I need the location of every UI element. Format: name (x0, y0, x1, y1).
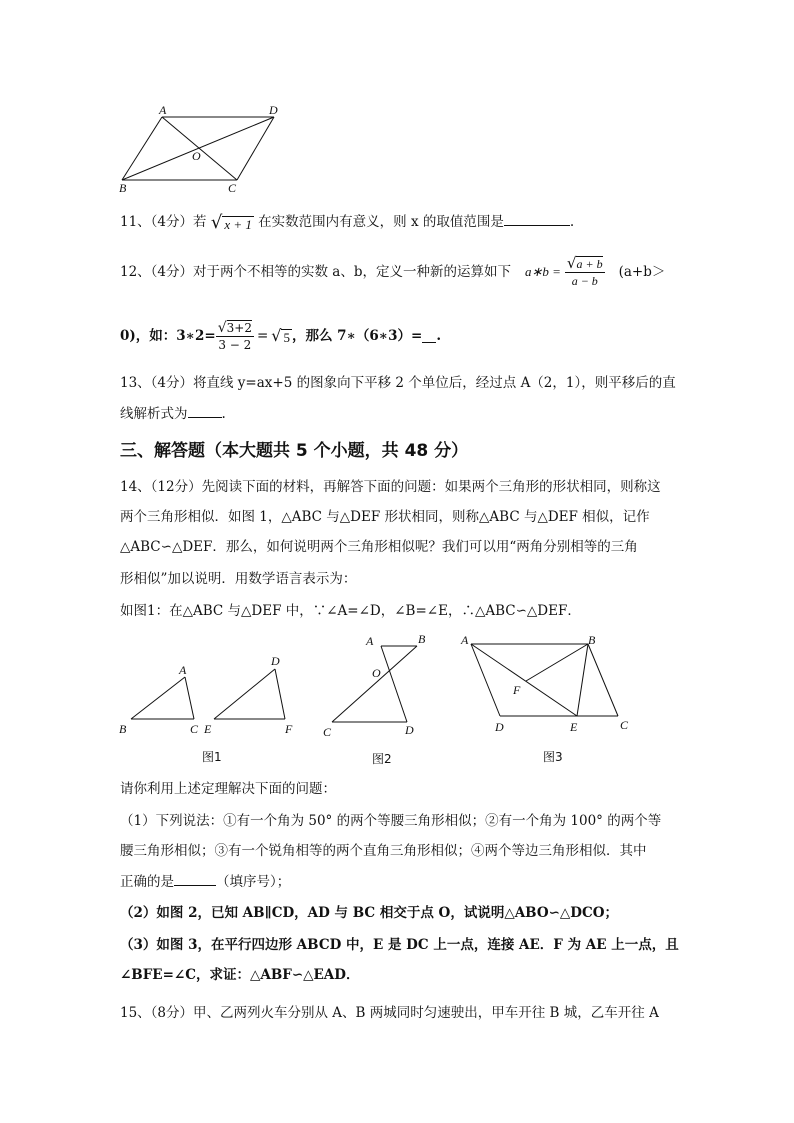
q14-line5: 如图1：在△ABC 与△DEF 中，∵∠A=∠D，∠B=∠E，∴△ABC∽△DEF． (120, 603, 581, 619)
fig2-label-a: A (366, 634, 374, 648)
q12-line1-prefix: 12、（4分）对于两个不相等的实数 a、b，定义一种新的运算如下 (120, 264, 511, 280)
label-a: A (159, 103, 167, 117)
fig1-label-f: F (285, 722, 293, 736)
q14-part1-line2: 腰三角形相似；③有一个锐角相等的两个直角三角形相似；④两个等边三角形相似．其中 (120, 843, 647, 859)
q14-part1-line3-suffix: （填序号）； (216, 874, 291, 890)
question-13-line1: 13、（4分）将直线 y=ax+5 的图象向下平移 2 个单位后，经过点 A（2，1），则平移后的直 (120, 375, 676, 391)
caption-fig1: 图1 (202, 750, 222, 764)
q14-line4: 形相似”加以说明．用数学语言表示为： (120, 571, 357, 587)
fig3-label-d: D (495, 720, 504, 734)
q14-line6: 请你利用上述定理解决下面的问题： (120, 781, 336, 797)
q12-example-fraction: $\frac{√3+2}{3 - 2}$ (217, 319, 252, 352)
q12-answer-blank[interactable] (422, 329, 436, 343)
fig2-label-o: O (372, 666, 381, 680)
fig2-label-c: C (323, 725, 332, 739)
q13-answer-blank[interactable] (188, 404, 222, 418)
label-b: B (119, 181, 127, 195)
fig3-label-c: C (620, 718, 629, 732)
question-11 (120, 212, 574, 232)
edge-dc (237, 117, 274, 180)
q13-line2-prefix: 线解析式为 (120, 406, 188, 422)
question-12-line2 (120, 316, 441, 356)
fig2-label-b: B (418, 632, 426, 646)
q14-part1-line3 (120, 872, 290, 891)
q14-part1-line3-prefix: 正确的是 (120, 874, 174, 890)
fig3-label-f: F (513, 683, 521, 697)
fig1-label-d: D (271, 654, 280, 668)
section-3-heading: 三、解答题（本大题共 5 个小题，共 48 分） (120, 441, 469, 461)
label-c: C (228, 181, 237, 195)
q14-line2: 两个三角形相似．如图 1，△ABC 与△DEF 形状相同，则称△ABC 与△DEF 相似，记作 (120, 509, 650, 525)
q12-op-label: a∗b = (525, 264, 561, 279)
q12-ex-den: 3 − 2 (218, 337, 252, 352)
q14-part2: （2）如图 2，已知 AB∥CD，AD 与 BC 相交于点 O，试说明△ABO∽△DCO； (120, 905, 618, 921)
label-o: O (192, 149, 201, 163)
q11-answer-blank[interactable] (504, 212, 570, 226)
label-d: D (269, 103, 278, 117)
q14-line3: △ABC∽△DEF．那么，如何说明两个三角形相似呢？我们可以用“两角分别相等的三角 (120, 539, 638, 555)
fig3-label-e: E (570, 720, 578, 734)
question-13-line2 (120, 404, 226, 423)
q12-op-den: a − b (571, 274, 598, 288)
q13-line2-end: . (221, 406, 226, 422)
q12-ex-num: 3+2 (226, 320, 252, 335)
q14-line1: 14、（12分）先阅读下面的材料，再解答下面的问题：如果两个三角形的形状相同，则称这 (120, 479, 661, 495)
fig2-label-d: D (405, 723, 414, 737)
q12-ex-sqrt: √ 5 (271, 326, 290, 345)
q12-line1-suffix: (a+b＞ (618, 264, 666, 280)
figure-3 (455, 630, 640, 742)
q12-line2-prefix: 0)，如：3∗2= (120, 328, 216, 344)
caption-fig2: 图2 (372, 752, 392, 766)
q14-part3-line2: ∠BFE=∠C，求证：△ABF∽△EAD． (120, 967, 360, 983)
edge-ab (122, 117, 162, 180)
q11-end: . (569, 214, 575, 230)
q12-ex-result: 5 (283, 330, 290, 345)
q11-sqrt: √ x + 1 (210, 211, 252, 233)
q11-suffix: 在实数范围内有意义，则 x 的取值范围是 (258, 214, 504, 230)
fig3-label-b: B (588, 633, 596, 647)
q12-op-num: a + b (576, 257, 603, 271)
parallelogram-figure (110, 100, 300, 195)
question-15-line1: 15、（8分）甲、乙两列火车分别从 A、B 两城同时匀速驶出，甲车开往 B 城，乙车开往 A (120, 1005, 659, 1021)
q11-prefix: 11、（4分）若 (120, 214, 207, 230)
fig1-label-a: A (179, 663, 187, 677)
fig3-label-a: A (461, 633, 469, 647)
figure-2 (315, 630, 435, 742)
figure-1 (115, 652, 305, 742)
q14-part1-line1: （1）下列说法：①有一个角为 50° 的两个等腰三角形相似；②有一个角为 100° 的两个等 (120, 813, 662, 829)
q12-op-fraction: $\frac{√a + b}{a - b}$ (566, 254, 603, 288)
q12-line2-end: . (436, 328, 442, 344)
q14-part3-line1: （3）如图 3，在平行四边形 ABCD 中，E 是 DC 上一点，连接 AE．F 为 AE 上一点，且 (120, 937, 679, 953)
q12-ex-eq: = (256, 328, 269, 344)
fig1-label-b: B (119, 722, 127, 736)
fig1-label-c: C (190, 722, 199, 736)
q14-part1-answer-blank[interactable] (174, 872, 216, 886)
fig1-label-e: E (204, 722, 212, 736)
q11-radicand: x + 1 (224, 216, 252, 232)
q12-line2-suffix: ，那么 7∗（6∗3）= (291, 328, 423, 344)
caption-fig3: 图3 (543, 750, 563, 764)
question-12-line1 (120, 252, 665, 292)
